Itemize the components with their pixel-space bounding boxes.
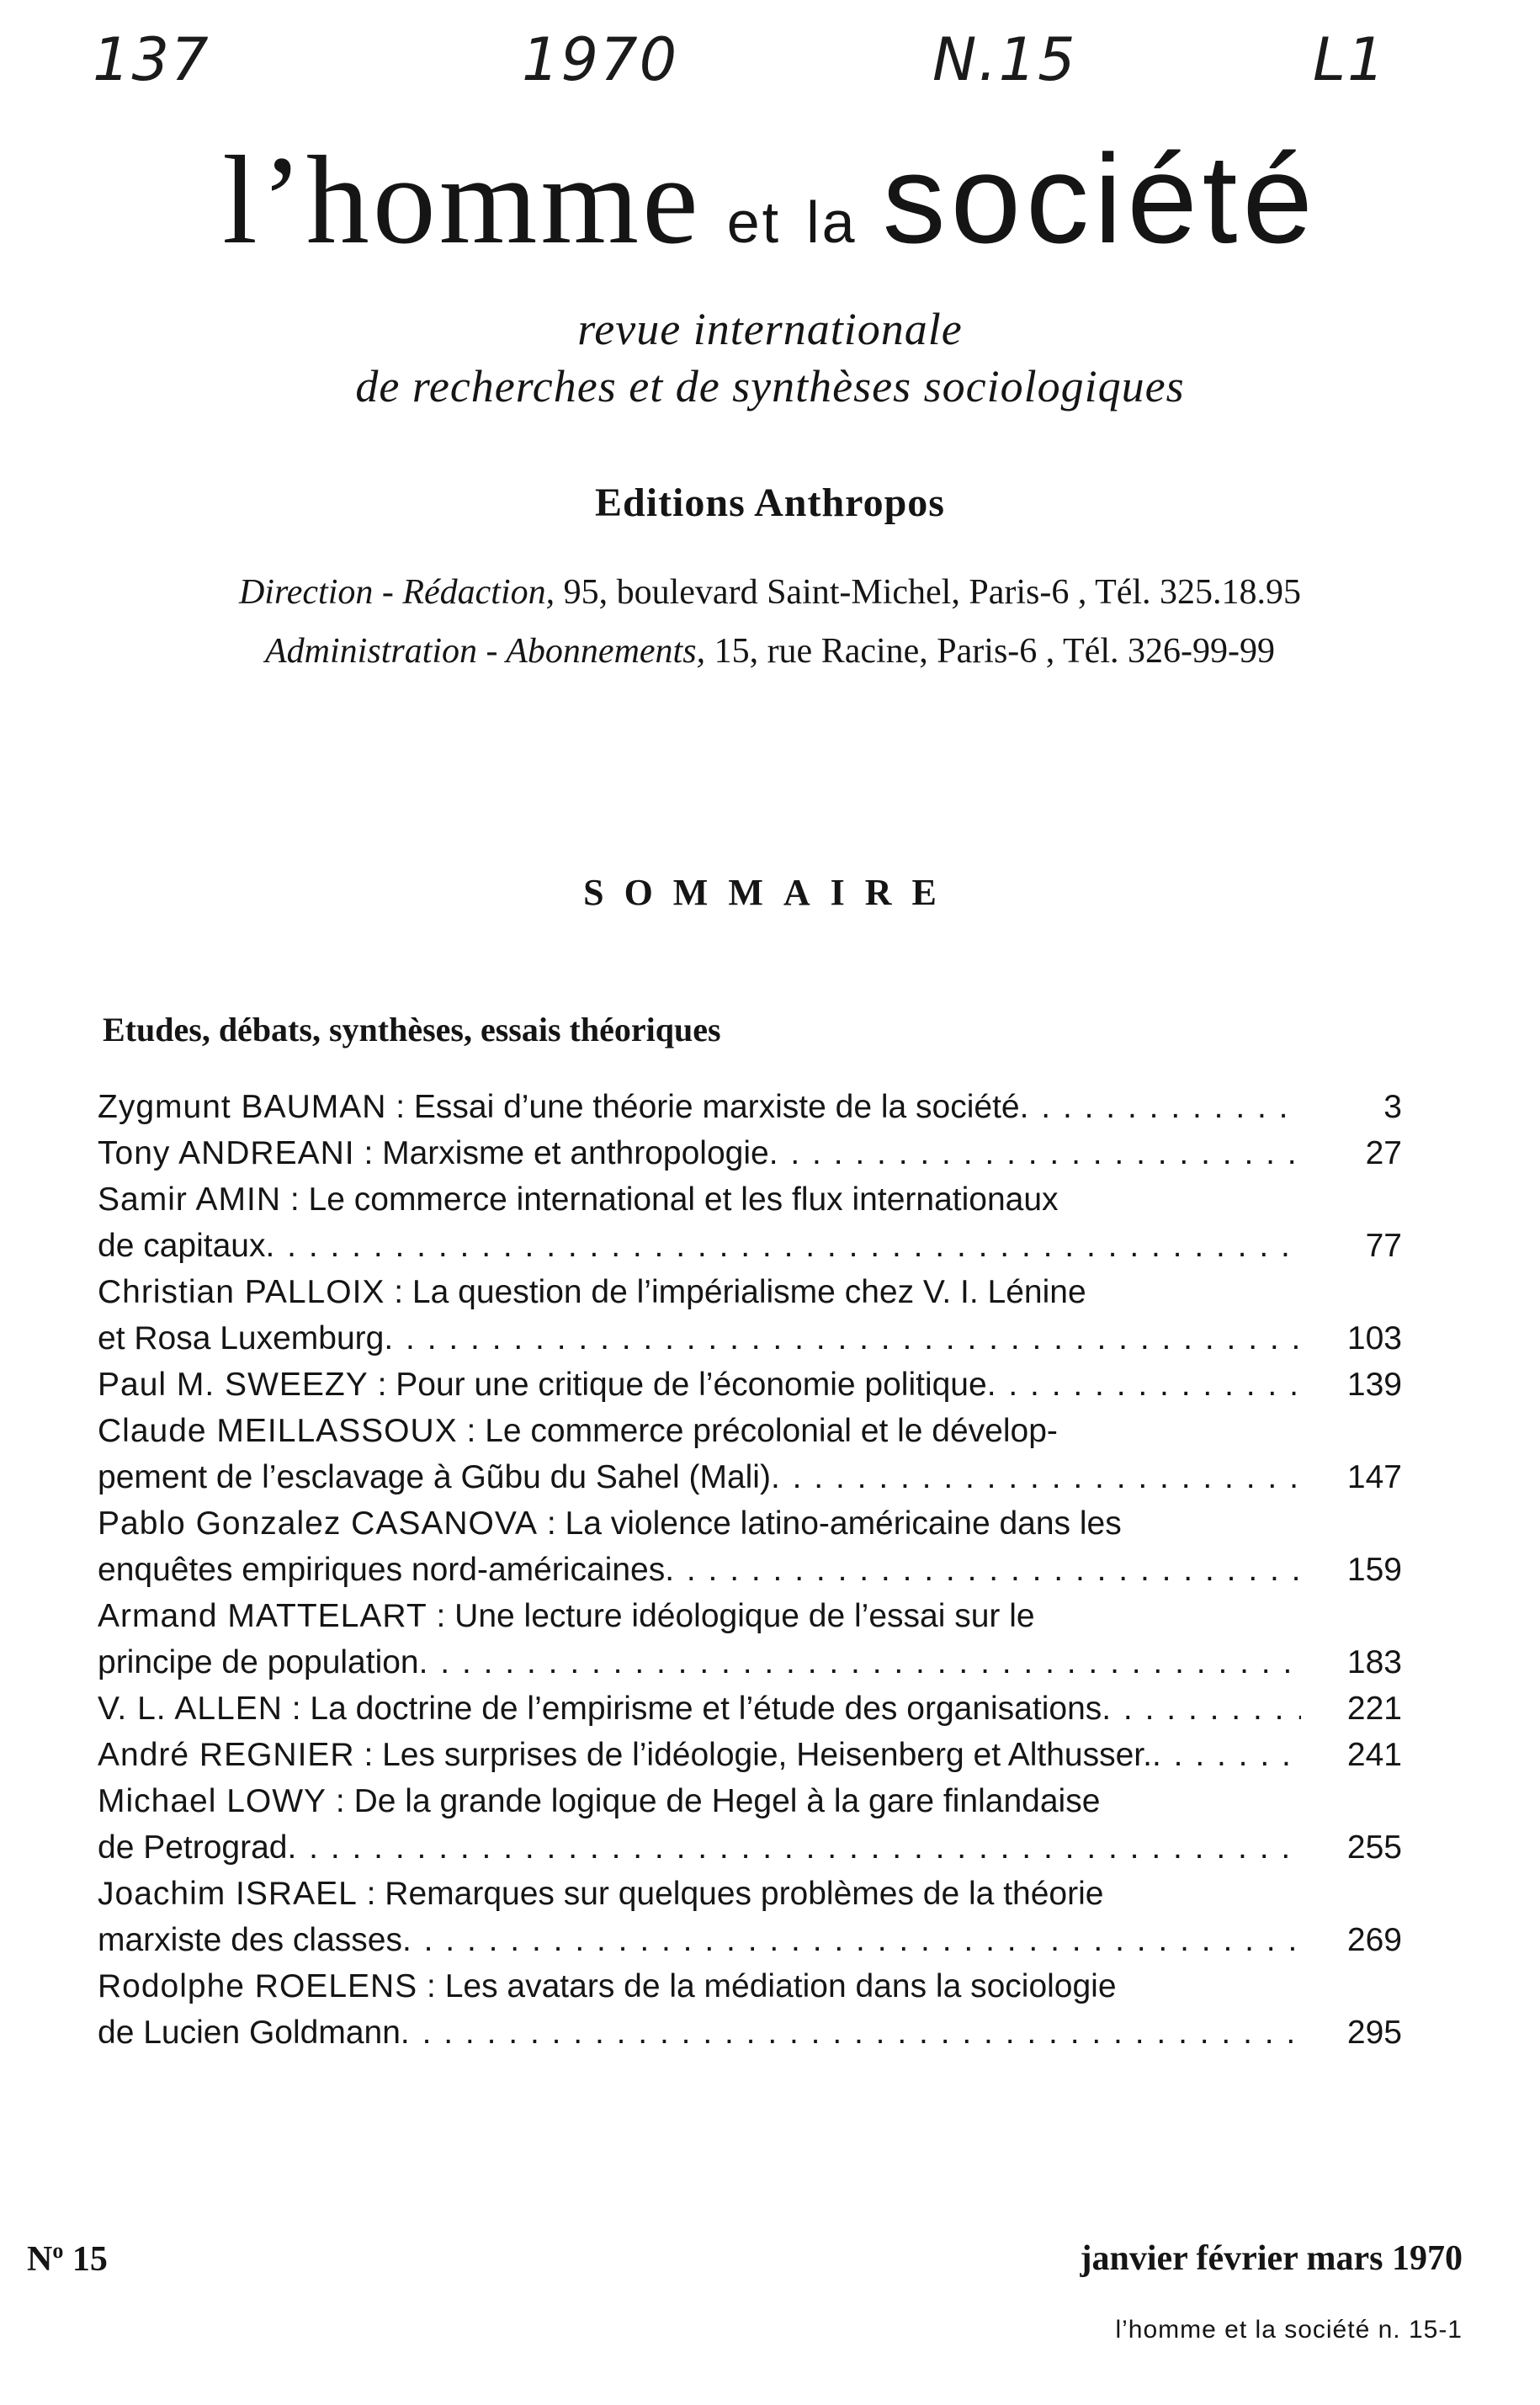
toc-title: : Remarques sur quelques problèmes de la théorie — [357, 1876, 1104, 1912]
toc-title: : Le commerce international et les flux internationaux — [281, 1181, 1059, 1218]
toc-title: : La violence latino-américaine dans les — [538, 1505, 1122, 1542]
issue-prefix: N — [27, 2240, 53, 2279]
toc-title-continued: et Rosa Luxemburg — [98, 1320, 385, 1356]
toc-entry-line — [98, 1362, 987, 1408]
toc-entry-line — [98, 1686, 1102, 1732]
toc-leader — [987, 1362, 1301, 1408]
toc-page-number: 183 — [1346, 1644, 1402, 1680]
toc-entry — [98, 1084, 1402, 1130]
toc-leader — [402, 1917, 1301, 1963]
toc-entry-line — [98, 1408, 1303, 1454]
toc-author: Joachim ISRAEL — [98, 1876, 358, 1912]
toc-entry — [98, 1871, 1402, 1963]
toc-page-number: 221 — [1346, 1691, 1402, 1727]
toc-entry — [98, 1593, 1402, 1686]
address-direction — [0, 572, 1540, 613]
address-direction-text: 95, boulevard Saint-Michel, Paris-6 , Tél. 325.18.95 — [555, 573, 1302, 612]
toc-page-number: 241 — [1346, 1737, 1402, 1773]
toc-title: : Marxisme et anthropologie — [354, 1135, 769, 1171]
toc-entry-line — [98, 1778, 1303, 1824]
address-administration — [0, 631, 1540, 672]
toc-leader — [401, 2009, 1301, 2056]
address-administration-label: Administration - Abonnements, — [265, 632, 706, 671]
toc-entry — [98, 1362, 1402, 1408]
toc-page-number: 3 — [1383, 1089, 1402, 1125]
toc-title-continued: pement de l’esclavage à Gũbu du Sahel (Mali) — [98, 1459, 771, 1495]
address-administration-text: 15, rue Racine, Paris-6 , Tél. 326-99-99 — [705, 632, 1275, 671]
sommaire-heading: SOMMAIRE — [583, 872, 957, 913]
toc-title: : Une lecture idéologique de l’essai sur le — [427, 1598, 1035, 1634]
toc-entry — [98, 1732, 1402, 1778]
toc-entry-line — [98, 1084, 1020, 1130]
toc-title: : Les surprises de l’idéologie, Heisenberg et Althusser. — [354, 1737, 1152, 1773]
toc-author: Paul M. SWEEZY — [98, 1367, 369, 1403]
toc-page-number: 147 — [1346, 1459, 1402, 1495]
toc-leader — [771, 1454, 1301, 1500]
toc-author: Christian PALLOIX — [98, 1274, 385, 1310]
title-word-la: la — [806, 189, 858, 255]
toc-entry — [98, 1686, 1402, 1732]
issue-number — [27, 2238, 108, 2280]
toc-title-continued: marxiste des classes — [98, 1922, 402, 1958]
toc-title: : De la grande logique de Hegel à la gare finlandaise — [327, 1783, 1101, 1819]
toc-title-continued: de capitaux — [98, 1228, 266, 1264]
toc-entry-line — [98, 1593, 1303, 1639]
toc-title: : Le commerce précolonial et le dévelop- — [457, 1413, 1058, 1449]
toc-leader — [665, 1547, 1301, 1593]
toc-author: Samir AMIN — [98, 1181, 282, 1218]
toc-author: Tony ANDREANI — [98, 1135, 355, 1171]
toc-entry-line — [98, 1732, 1152, 1778]
toc-title: : Pour une critique de l’économie politique — [368, 1367, 987, 1403]
toc-entry — [98, 1269, 1402, 1362]
handwritten-mark-shelf: L1 — [1313, 25, 1387, 94]
toc-title: : Les avatars de la médiation dans la sociologie — [417, 1968, 1117, 2004]
issue-sup: o — [52, 2238, 64, 2263]
toc-title-continued: de Petrograd — [98, 1829, 288, 1866]
handwritten-mark-issue: N.15 — [932, 25, 1077, 94]
toc-author: Armand MATTELART — [98, 1598, 427, 1634]
toc-title-continued: enquêtes empiriques nord-américaines — [98, 1552, 666, 1588]
subtitle-line-2: de recherches et de synthèses sociologiques — [355, 361, 1185, 411]
toc-entry-line — [98, 1269, 1303, 1315]
toc-entry — [98, 1176, 1402, 1269]
journal-title — [0, 126, 1540, 273]
publisher-name: Editions Anthropos — [595, 480, 945, 525]
toc-entry — [98, 1130, 1402, 1176]
toc-leader — [1020, 1084, 1301, 1130]
toc-leader — [288, 1824, 1302, 1871]
toc-page-number: 103 — [1346, 1320, 1402, 1356]
toc-entry — [98, 1778, 1402, 1871]
toc-title: : La question de l’impérialisme chez V. I. Lénine — [385, 1274, 1086, 1310]
issue-value: 15 — [63, 2240, 108, 2279]
toc-entry-line — [98, 1500, 1303, 1547]
toc-entry — [98, 1963, 1402, 2056]
toc-page-number: 269 — [1346, 1922, 1402, 1958]
toc-entry-line — [98, 1176, 1303, 1223]
title-word-et: et — [726, 189, 782, 255]
toc-author: André REGNIER — [98, 1737, 355, 1773]
toc-title: : Essai d’une théorie marxiste de la société — [386, 1089, 1020, 1125]
toc-page-number: 159 — [1346, 1552, 1402, 1588]
toc-leader — [1102, 1686, 1301, 1732]
toc-entry-line — [98, 1130, 769, 1176]
toc-author: Zygmunt BAUMAN — [98, 1089, 387, 1125]
address-direction-label: Direction - Rédaction, — [238, 573, 555, 612]
handwritten-mark-year: 1970 — [522, 25, 679, 94]
toc-leader — [769, 1130, 1301, 1176]
toc-page-number: 27 — [1365, 1135, 1402, 1171]
issue-date: janvier février mars 1970 — [1080, 2239, 1463, 2278]
toc-entry — [98, 1500, 1402, 1593]
toc-leader — [384, 1315, 1301, 1362]
section-heading: Etudes, débats, synthèses, essais théoriques — [103, 1011, 721, 1049]
toc-entry — [98, 1408, 1402, 1500]
toc-page-number: 255 — [1346, 1829, 1402, 1866]
toc-leader — [265, 1223, 1301, 1269]
toc-entry-line — [98, 1871, 1303, 1917]
toc-page-number: 139 — [1346, 1367, 1402, 1403]
table-of-contents — [98, 1084, 1402, 2056]
toc-page-number: 295 — [1346, 2015, 1402, 2051]
toc-author: Pablo Gonzalez CASANOVA — [98, 1505, 539, 1542]
toc-author: Claude MEILLASSOUX — [98, 1413, 458, 1449]
toc-author: V. L. ALLEN — [98, 1691, 283, 1727]
toc-title-continued: de Lucien Goldmann — [98, 2015, 401, 2051]
title-word-homme: l’homme — [222, 130, 702, 270]
toc-title-continued: principe de population — [98, 1644, 419, 1680]
subtitle-line-1: revue internationale — [577, 304, 963, 354]
title-word-societe: société — [882, 128, 1318, 269]
toc-entry-line — [98, 1963, 1303, 2009]
toc-author: Rodolphe ROELENS — [98, 1968, 418, 2004]
handwritten-mark-number: 137 — [93, 25, 210, 94]
toc-leader — [1152, 1732, 1301, 1778]
toc-author: Michael LOWY — [98, 1783, 327, 1819]
toc-title: : La doctrine de l’empirisme et l’étude des organisations — [282, 1691, 1102, 1727]
page-footnote: l’homme et la société n. 15-1 — [1115, 2316, 1463, 2344]
toc-page-number: 77 — [1365, 1228, 1402, 1264]
toc-leader — [419, 1639, 1301, 1686]
